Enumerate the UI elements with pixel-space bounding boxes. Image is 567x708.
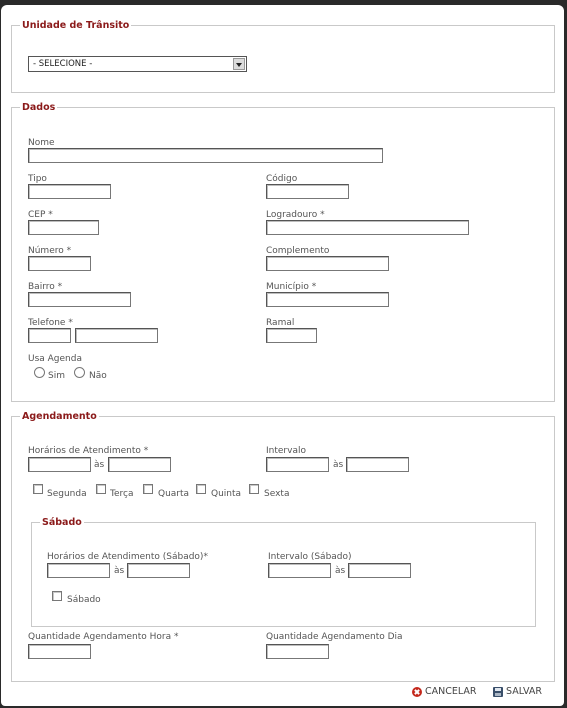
complemento-label: Complemento bbox=[266, 246, 330, 256]
bairro-input[interactable] bbox=[28, 292, 131, 307]
quinta-checkbox[interactable] bbox=[196, 484, 206, 494]
telefone-ddd-input[interactable] bbox=[28, 328, 71, 343]
qtd-dia-input[interactable] bbox=[266, 644, 329, 659]
sabado-horarios-label: Horários de Atendimento (Sábado)* bbox=[47, 552, 208, 562]
usa-agenda-sim-label: Sim bbox=[48, 371, 65, 381]
qtd-hora-input[interactable] bbox=[28, 644, 91, 659]
segunda-checkbox[interactable] bbox=[33, 484, 43, 494]
terca-label: Terça bbox=[110, 489, 134, 499]
municipio-label: Município * bbox=[266, 282, 317, 292]
telefone-numero-input[interactable] bbox=[75, 328, 158, 343]
cancel-button[interactable] bbox=[412, 686, 477, 697]
qtd-hora-label: Quantidade Agendamento Hora * bbox=[28, 632, 179, 642]
sabado-intervalo-label: Intervalo (Sábado) bbox=[268, 552, 352, 562]
codigo-label: Código bbox=[266, 174, 298, 184]
quarta-checkbox[interactable] bbox=[143, 484, 153, 494]
tipo-label: Tipo bbox=[28, 174, 47, 184]
unidade-legend: Unidade de Trânsito bbox=[22, 20, 130, 31]
ramal-input[interactable] bbox=[266, 328, 317, 343]
agendamento-legend: Agendamento bbox=[22, 411, 97, 422]
save-icon bbox=[493, 687, 503, 697]
logradouro-input[interactable] bbox=[266, 220, 469, 235]
intervalo-label: Intervalo bbox=[266, 446, 306, 456]
unidade-select-value: - SELECIONE - bbox=[33, 59, 93, 69]
terca-checkbox[interactable] bbox=[96, 484, 106, 494]
cep-label: CEP * bbox=[28, 210, 53, 220]
intervalo-fim-input[interactable] bbox=[346, 457, 409, 472]
horario-inicio-input[interactable] bbox=[28, 457, 91, 472]
sabado-check-label: Sábado bbox=[67, 595, 101, 605]
quinta-label: Quinta bbox=[211, 489, 242, 499]
qtd-dia-label: Quantidade Agendamento Dia bbox=[266, 632, 403, 642]
complemento-input[interactable] bbox=[266, 256, 389, 271]
sexta-label: Sexta bbox=[264, 489, 290, 499]
sabado-intervalo-inicio-input[interactable] bbox=[268, 563, 331, 578]
horarios-label: Horários de Atendimento * bbox=[28, 446, 149, 456]
logradouro-label: Logradouro * bbox=[266, 210, 325, 220]
sabado-intervalo-fim-input[interactable] bbox=[348, 563, 411, 578]
horarios-as-label: às bbox=[94, 460, 105, 470]
segunda-label: Segunda bbox=[47, 489, 87, 499]
sabado-horario-inicio-input[interactable] bbox=[47, 563, 110, 578]
form-window bbox=[1, 5, 564, 706]
sabado-intervalo-as-label: às bbox=[335, 566, 346, 576]
intervalo-inicio-input[interactable] bbox=[266, 457, 329, 472]
dados-legend: Dados bbox=[22, 102, 56, 113]
tipo-input[interactable] bbox=[28, 184, 111, 199]
sabado-horario-fim-input[interactable] bbox=[127, 563, 190, 578]
numero-input[interactable] bbox=[28, 256, 91, 271]
intervalo-as-label: às bbox=[333, 460, 344, 470]
save-label: SALVAR bbox=[506, 686, 542, 697]
usa-agenda-nao-radio[interactable] bbox=[74, 367, 85, 378]
sabado-legend: Sábado bbox=[42, 517, 82, 528]
save-button[interactable] bbox=[493, 686, 542, 697]
usa-agenda-nao-label: Não bbox=[89, 371, 107, 381]
nome-input[interactable] bbox=[28, 148, 383, 163]
usa-agenda-sim-radio[interactable] bbox=[34, 367, 45, 378]
cep-input[interactable] bbox=[28, 220, 99, 235]
sexta-checkbox[interactable] bbox=[249, 484, 259, 494]
cancel-label: CANCELAR bbox=[425, 686, 477, 697]
numero-label: Número * bbox=[28, 246, 72, 256]
chevron-down-icon[interactable] bbox=[233, 58, 245, 70]
codigo-input[interactable] bbox=[266, 184, 349, 199]
ramal-label: Ramal bbox=[266, 318, 295, 328]
bairro-label: Bairro * bbox=[28, 282, 63, 292]
quarta-label: Quarta bbox=[158, 489, 190, 499]
horario-fim-input[interactable] bbox=[108, 457, 171, 472]
telefone-label: Telefone * bbox=[28, 318, 73, 328]
cancel-icon bbox=[412, 687, 422, 697]
municipio-input[interactable] bbox=[266, 292, 389, 307]
sabado-checkbox[interactable] bbox=[52, 591, 62, 601]
usa-agenda-label: Usa Agenda bbox=[28, 354, 82, 364]
sabado-horarios-as-label: às bbox=[114, 566, 125, 576]
nome-label: Nome bbox=[28, 138, 55, 148]
unidade-select[interactable] bbox=[28, 56, 247, 72]
